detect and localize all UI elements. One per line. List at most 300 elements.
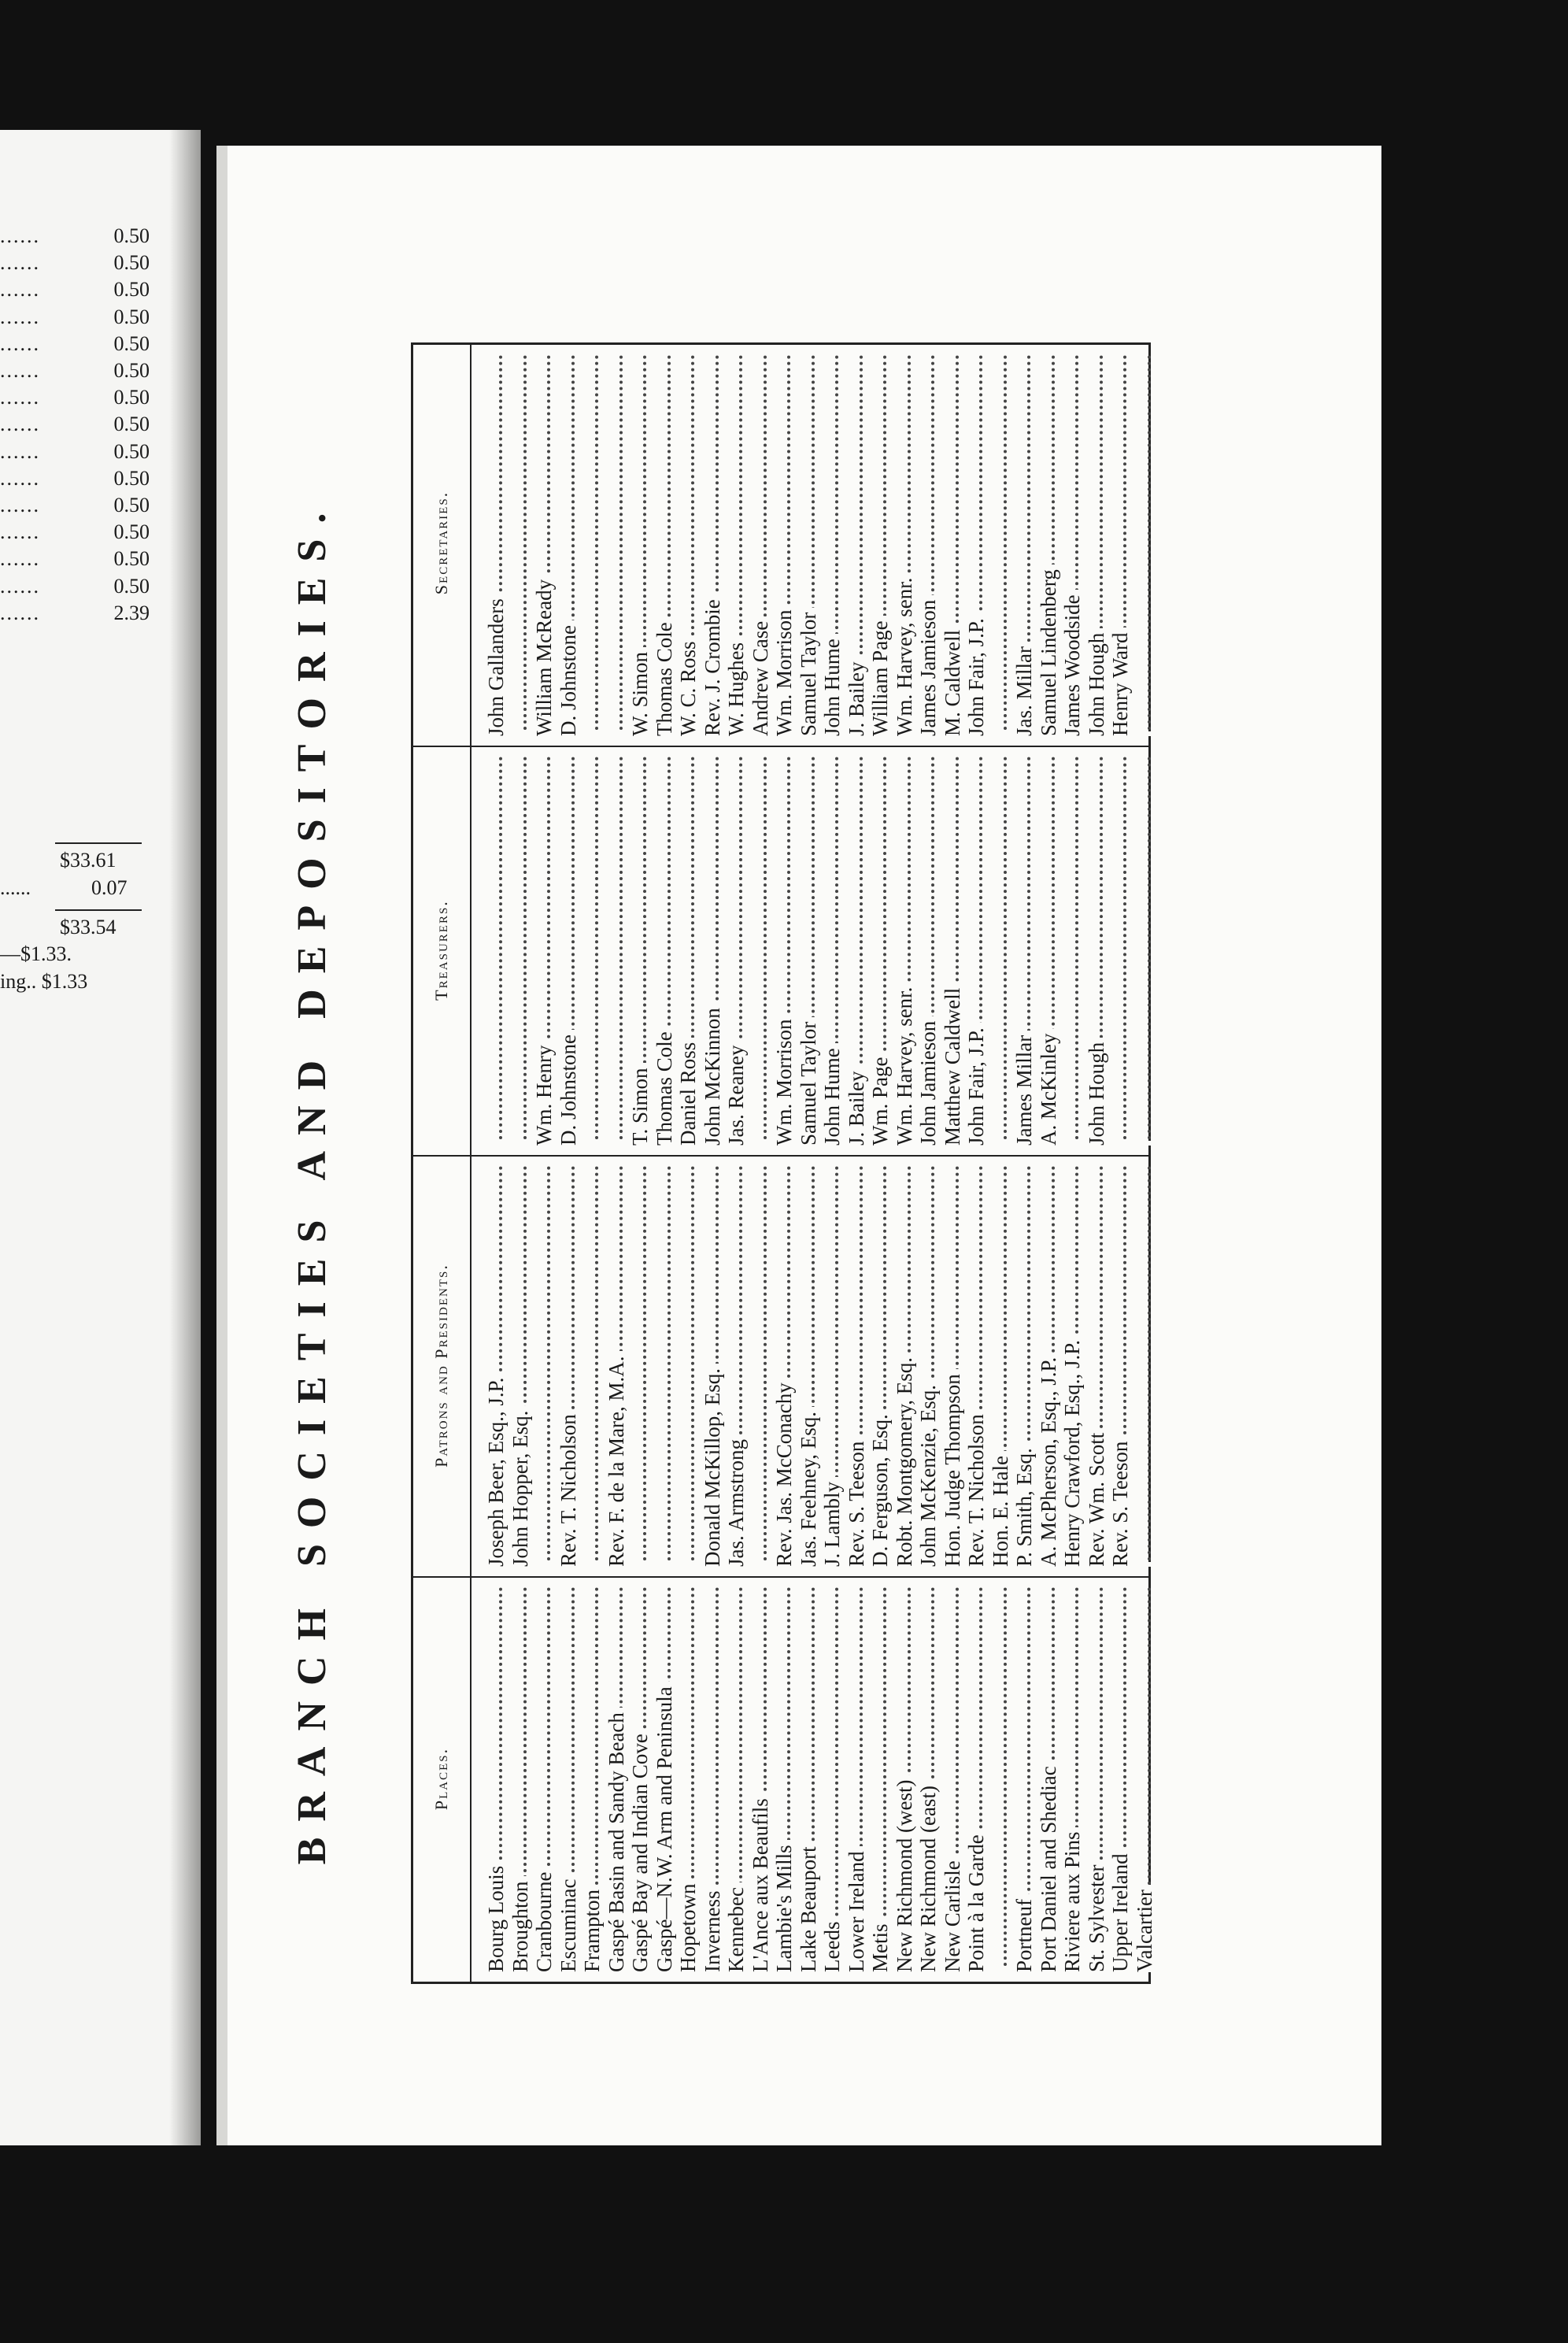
- secretary-cell-text: Andrew Case: [749, 616, 772, 736]
- secretary-cell: [795, 350, 822, 736]
- secretary-cell: [867, 350, 893, 736]
- treasurer-cell: [939, 752, 966, 1146]
- treasurer-cell: [843, 752, 870, 1146]
- treasurer-cell: [555, 752, 582, 1146]
- amount-value: 0.50: [113, 413, 150, 436]
- place-cell-text: Port Daniel and Shediac: [1037, 1761, 1060, 1972]
- leader-dots: ......: [0, 547, 40, 571]
- table-row: [867, 345, 893, 1982]
- place-cell: [603, 1582, 630, 1972]
- secretary-cell-text: Henry Ward: [1108, 627, 1132, 736]
- patron-cell-text: [580, 1562, 604, 1567]
- patron-cell-text: Rev. T. Nicholson: [557, 1409, 580, 1567]
- leader-dots: ......: [0, 359, 40, 382]
- amount-value: 0.50: [113, 466, 150, 490]
- secretary-cell: [1107, 350, 1133, 736]
- patron-cell: [1107, 1161, 1133, 1567]
- amount-row: [0, 520, 150, 547]
- treasurer-cell-text: Daniel Ross: [676, 1038, 700, 1146]
- treasurer-cell: [483, 752, 509, 1146]
- leader-dots: ......: [0, 278, 40, 302]
- place-cell-text: Gaspé—N.W. Arm and Peninsula: [653, 1682, 676, 1972]
- deduction-dots: ......: [0, 876, 31, 899]
- place-cell-text: Leeds: [820, 1917, 844, 1972]
- table-row: [819, 345, 845, 1982]
- patron-cell-text: J. Lambly: [820, 1477, 844, 1567]
- table-row: [603, 345, 630, 1982]
- place-cell: [579, 1582, 605, 1972]
- place-cell: [747, 1582, 774, 1972]
- amount-row: [0, 224, 150, 251]
- place-cell-text: Gaspé Basin and Sandy Beach: [605, 1708, 628, 1972]
- secretary-cell: [603, 350, 630, 736]
- place-cell: [1083, 1582, 1110, 1972]
- place-cell: [1011, 1582, 1037, 1972]
- treasurer-cell-text: [605, 1141, 628, 1146]
- treasurer-cell: [891, 752, 918, 1146]
- place-cell: [651, 1582, 678, 1972]
- treasurer-cell-text: [1108, 1141, 1132, 1146]
- table-row: [627, 345, 653, 1982]
- secretary-cell: [699, 350, 726, 736]
- place-cell: [1107, 1582, 1133, 1972]
- secretary-cell-text: W. C. Ross: [676, 636, 700, 736]
- table-row: [1131, 345, 1158, 1982]
- place-cell-text: Lower Ireland: [845, 1846, 868, 1972]
- treasurer-cell: [507, 752, 534, 1146]
- place-cell: [915, 1582, 941, 1972]
- patron-cell-text: [749, 1562, 772, 1567]
- place-cell-text: New Richmond (east): [916, 1781, 940, 1972]
- place-cell-text: Upper Ireland: [1108, 1849, 1132, 1972]
- treasurer-cell: [531, 752, 557, 1146]
- patron-cell: [795, 1161, 822, 1567]
- treasurer-cell-text: Jas. Reaney: [724, 1041, 748, 1146]
- treasurer-cell-text: John Jamieson: [916, 1016, 940, 1146]
- secretary-cell: [1131, 350, 1158, 736]
- treasurer-cell: [771, 752, 797, 1146]
- table-row: [555, 345, 582, 1982]
- secretary-cell-text: John Hough: [1085, 628, 1108, 736]
- treasurer-cell-text: [749, 1141, 772, 1146]
- place-cell: [843, 1582, 870, 1972]
- table-row: [963, 345, 989, 1982]
- secretary-cell: [939, 350, 966, 736]
- column-header-treasurers: Treasurers.: [431, 900, 451, 1001]
- subtotal-rule: [55, 842, 142, 844]
- treasurer-cell-text: John McKinnon: [701, 1003, 724, 1146]
- patron-cell: [987, 1161, 1014, 1567]
- secretary-cell: [651, 350, 678, 736]
- secretary-cell: [915, 350, 941, 736]
- total-rule: [55, 909, 142, 911]
- secretary-cell-text: John Gallanders: [484, 594, 508, 736]
- treasurer-cell-text: [1133, 1141, 1156, 1146]
- patron-cell-text: Robt. Montgomery, Esq.: [893, 1353, 916, 1567]
- secretary-cell-text: W. Simon: [628, 647, 652, 736]
- amount-row: [0, 575, 150, 601]
- treasurer-cell: [579, 752, 605, 1146]
- patron-cell: [603, 1161, 630, 1567]
- secretary-cell-text: J. Bailey: [845, 657, 868, 737]
- table-row: [1059, 345, 1085, 1982]
- patron-cell: [699, 1161, 726, 1567]
- secretary-cell: [579, 350, 605, 736]
- column-header-secretaries: Secretaries.: [431, 490, 451, 595]
- depositories-table: [411, 342, 1156, 1984]
- table-row: [843, 345, 870, 1982]
- secretary-cell-text: William McReady: [532, 575, 556, 736]
- secretary-cell-text: [508, 731, 532, 736]
- table-row: [723, 345, 749, 1982]
- patron-cell-text: Jas. Feehney, Esq.: [797, 1407, 820, 1567]
- table-row: [1035, 345, 1062, 1982]
- amount-row: [0, 251, 150, 278]
- secretary-cell: [507, 350, 534, 736]
- patron-cell: [771, 1161, 797, 1567]
- leader-dots: ......: [0, 331, 40, 355]
- treasurer-cell: [1035, 752, 1062, 1146]
- place-cell-text: [989, 1967, 1012, 1972]
- amount-value: 0.50: [113, 386, 150, 409]
- leader-dots: ......: [0, 520, 40, 544]
- patron-cell: [507, 1161, 534, 1567]
- amount-value: 0.50: [113, 278, 150, 302]
- treasurer-cell-text: Matthew Caldwell: [941, 983, 964, 1146]
- treasurer-cell: [699, 752, 726, 1146]
- patron-cell-text: Rev. T. Nicholson: [964, 1409, 988, 1567]
- leader-dots: ......: [0, 386, 40, 409]
- secretary-cell-text: James Woodside: [1060, 590, 1084, 736]
- patron-cell-text: Rev. S. Teeson: [845, 1437, 868, 1567]
- secretary-cell-text: Thomas Cole: [653, 617, 676, 736]
- patron-cell-text: Hon. Judge Thompson: [941, 1369, 964, 1567]
- amount-value: 0.50: [113, 331, 150, 355]
- treasurer-cell-text: Wm. Morrison: [772, 1015, 796, 1146]
- secretary-cell: [483, 350, 509, 736]
- patron-cell-text: John McKenzie, Esq.: [916, 1380, 940, 1567]
- treasurer-cell: [915, 752, 941, 1146]
- secretary-cell-text: Wm. Harvey, senr.: [893, 573, 916, 736]
- patron-cell-text: D. Ferguson, Esq.: [868, 1409, 892, 1567]
- leader-dots: ......: [0, 224, 40, 247]
- treasurer-cell-text: Wm. Harvey, senr.: [893, 983, 916, 1146]
- table-row: [891, 345, 918, 1982]
- amount-row: [0, 547, 150, 574]
- patron-cell: [963, 1161, 989, 1567]
- place-cell-text: Metis: [868, 1919, 892, 1972]
- patron-cell: [483, 1161, 509, 1567]
- leader-dots: ......: [0, 466, 40, 490]
- treasurer-cell: [819, 752, 845, 1146]
- place-cell: [627, 1582, 653, 1972]
- patron-cell-text: Rev. S. Teeson: [1108, 1437, 1132, 1567]
- secretary-cell-text: [605, 731, 628, 736]
- place-cell: [771, 1582, 797, 1972]
- secretary-cell: [987, 350, 1014, 736]
- table-row: [939, 345, 966, 1982]
- tail-line-1: —$1.33.: [0, 942, 72, 965]
- secretary-cell-text: John Hume: [820, 634, 844, 736]
- previous-page-fragment: [0, 130, 201, 2145]
- treasurer-cell: [795, 752, 822, 1146]
- header-rule: [470, 345, 472, 1982]
- amount-value: 2.39: [113, 601, 150, 624]
- treasurer-cell-text: [989, 1141, 1012, 1146]
- treasurer-cell-text: A. McKinley: [1037, 1029, 1060, 1146]
- treasurer-cell-text: Samuel Taylor: [797, 1017, 820, 1146]
- secretary-cell: [723, 350, 749, 736]
- patron-cell-text: Rev. Wm. Scott: [1085, 1428, 1108, 1567]
- place-cell-text: New Carlisle: [941, 1856, 964, 1972]
- place-cell: [531, 1582, 557, 1972]
- place-cell-text: Hopetown: [676, 1879, 700, 1972]
- treasurer-cell: [867, 752, 893, 1146]
- secretary-cell-text: [989, 731, 1012, 736]
- place-cell-text: Broughton: [508, 1876, 532, 1972]
- patron-cell-text: [628, 1562, 652, 1567]
- amount-row: [0, 413, 150, 439]
- place-cell-text: St. Sylvester: [1085, 1860, 1108, 1972]
- page-gutter-shadow: [169, 130, 201, 2145]
- amount-value: 0.50: [113, 359, 150, 382]
- amount-row: [0, 467, 150, 494]
- table-row: [675, 345, 701, 1982]
- place-cell-text: Lambie's Mills: [772, 1840, 796, 1972]
- secretary-cell-text: Samuel Lindenberg: [1037, 564, 1060, 736]
- treasurer-cell-text: Wm. Henry: [532, 1041, 556, 1146]
- patron-cell: [915, 1161, 941, 1567]
- treasurer-cell: [963, 752, 989, 1146]
- place-cell: [939, 1582, 966, 1972]
- amount-value: 0.50: [113, 251, 150, 275]
- table-row: [915, 345, 941, 1982]
- rotated-depositories-table: [253, 346, 1167, 2015]
- treasurer-cell-text: [508, 1141, 532, 1146]
- treasurer-cell-text: James Millar: [1012, 1031, 1036, 1146]
- secretary-cell-text: [580, 731, 604, 736]
- left-dots-deduction: [0, 876, 31, 900]
- treasurer-cell-text: John Hough: [1085, 1038, 1108, 1146]
- place-cell: [1035, 1582, 1062, 1972]
- leader-dots: ......: [0, 305, 40, 328]
- patron-cell: [939, 1161, 966, 1567]
- patron-cell: [843, 1161, 870, 1567]
- amount-row: [0, 494, 150, 520]
- place-cell-text: Inverness: [701, 1886, 724, 1972]
- treasurer-cell-text: Wm. Page: [868, 1053, 892, 1146]
- secretary-cell-text: Jas. Millar: [1012, 642, 1036, 736]
- secretary-cell: [963, 350, 989, 736]
- treasurer-cell: [747, 752, 774, 1146]
- patron-cell: [819, 1161, 845, 1567]
- secretary-cell-text: Samuel Taylor: [797, 608, 820, 736]
- place-cell: [483, 1582, 509, 1972]
- place-cell-text: Frampton: [580, 1885, 604, 1972]
- secretary-cell: [531, 350, 557, 736]
- patron-cell-text: [1133, 1562, 1156, 1567]
- patron-cell-text: [676, 1562, 700, 1567]
- amount-value: 0.50: [113, 305, 150, 328]
- place-cell-text: Cranbourne: [532, 1867, 556, 1972]
- treasurer-cell: [1083, 752, 1110, 1146]
- table-row: [531, 345, 557, 1982]
- patron-cell-text: Hon. E. Hale: [989, 1451, 1012, 1567]
- patron-cell-text: P. Smith, Esq.: [1012, 1443, 1036, 1567]
- treasurer-cell: [987, 752, 1014, 1146]
- patron-cell: [1035, 1161, 1062, 1567]
- treasurer-cell: [627, 752, 653, 1146]
- table-row: [483, 345, 509, 1982]
- patron-cell-text: Donald McKillop, Esq.: [701, 1364, 724, 1567]
- patron-cell: [1083, 1161, 1110, 1567]
- table-row: [507, 345, 534, 1982]
- amount-value: 0.50: [113, 224, 150, 247]
- treasurer-cell-text: Thomas Cole: [653, 1027, 676, 1146]
- place-cell: [723, 1582, 749, 1972]
- place-cell-text: Riviere aux Pins: [1060, 1827, 1084, 1972]
- secretary-cell: [627, 350, 653, 736]
- place-cell-text: Portneuf: [1012, 1894, 1036, 1972]
- treasurer-cell: [1011, 752, 1037, 1146]
- secretary-cell: [1083, 350, 1110, 736]
- amount-value: 0.50: [113, 574, 150, 598]
- place-cell: [699, 1582, 726, 1972]
- treasurer-cell: [651, 752, 678, 1146]
- place-cell-text: Kennebec: [724, 1882, 748, 1972]
- place-cell-text: Bourg Louis: [484, 1861, 508, 1972]
- secretary-cell: [1011, 350, 1037, 736]
- patron-cell-text: Rev. Jas. McConachy: [772, 1378, 796, 1567]
- treasurer-cell: [1059, 752, 1085, 1146]
- secretary-cell-text: Wm. Morrison: [772, 605, 796, 736]
- amount-row: [0, 305, 150, 332]
- secretary-cell-text: D. Johnstone: [557, 620, 580, 736]
- treasurer-cell: [723, 752, 749, 1146]
- treasurer-cell: [1131, 752, 1158, 1146]
- table-row: [795, 345, 822, 1982]
- place-cell-text: L'Ance aux Beaufils: [749, 1793, 772, 1972]
- patron-cell-text: John Hopper, Esq.: [508, 1406, 532, 1567]
- column-header-patrons: Patrons and Presidents.: [431, 1264, 451, 1468]
- place-cell-text: Lake Beauport: [797, 1841, 820, 1972]
- table-row: [1011, 345, 1037, 1982]
- place-cell-text: New Richmond (west): [893, 1775, 916, 1972]
- secretary-cell: [555, 350, 582, 736]
- leader-dots: ......: [0, 574, 40, 598]
- secretary-cell-text: M. Caldwell: [941, 625, 964, 736]
- patron-cell: [747, 1161, 774, 1567]
- amount-row: [0, 359, 150, 386]
- treasurer-cell: [1107, 752, 1133, 1146]
- secretary-cell-text: [1133, 731, 1156, 736]
- treasurer-cell: [603, 752, 630, 1146]
- leader-dots: ......: [0, 439, 40, 463]
- secretary-cell-text: W. Hughes: [724, 638, 748, 736]
- leader-dots: ......: [0, 494, 40, 516]
- table-row: [699, 345, 726, 1982]
- table-row: [1107, 345, 1133, 1982]
- patron-cell: [891, 1161, 918, 1567]
- place-cell-text: Gaspé Bay and Indian Cove: [628, 1729, 652, 1972]
- amount-value: 0.50: [113, 547, 150, 571]
- patron-cell: [867, 1161, 893, 1567]
- place-cell-text: Escuminac: [557, 1875, 580, 1972]
- patron-cell-text: [532, 1562, 556, 1567]
- treasurer-cell-text: [484, 1141, 508, 1146]
- amount-row: [0, 601, 150, 628]
- place-cell: [867, 1582, 893, 1972]
- treasurer-cell-text: D. Johnstone: [557, 1030, 580, 1146]
- place-cell: [555, 1582, 582, 1972]
- treasurer-cell-text: T. Simon: [628, 1063, 652, 1146]
- treasurer-cell-text: John Hume: [820, 1043, 844, 1146]
- table-row: [747, 345, 774, 1982]
- patron-cell: [1131, 1161, 1158, 1567]
- place-cell-text: Point à la Garde: [964, 1830, 988, 1972]
- patron-cell: [555, 1161, 582, 1567]
- secretary-cell: [747, 350, 774, 736]
- patron-cell-text: Henry Crawford, Esq., J.P.: [1060, 1335, 1084, 1567]
- place-cell: [795, 1582, 822, 1972]
- patron-cell: [579, 1161, 605, 1567]
- treasurer-cell-text: John Fair, J.P.: [964, 1023, 988, 1146]
- table-row: [651, 345, 678, 1982]
- place-cell-text: Valcartier: [1133, 1885, 1156, 1972]
- secretary-cell: [1059, 350, 1085, 736]
- secretary-cell-text: James Jamieson: [916, 595, 940, 736]
- patron-cell: [531, 1161, 557, 1567]
- leader-dots: ......: [0, 601, 40, 624]
- amount-value: 0.50: [113, 520, 150, 544]
- secretary-cell-text: John Fair, J.P.: [964, 613, 988, 736]
- secretary-cell-text: William Page: [868, 616, 892, 736]
- patron-cell-text: Joseph Beer, Esq., J.P.: [484, 1373, 508, 1567]
- amount-row: [0, 278, 150, 305]
- place-cell: [507, 1582, 534, 1972]
- place-cell: [819, 1582, 845, 1972]
- place-cell: [675, 1582, 701, 1972]
- patron-cell: [675, 1161, 701, 1567]
- amount-row: [0, 332, 150, 359]
- treasurer-cell-text: [1060, 1141, 1084, 1146]
- amount-row: [0, 440, 150, 467]
- secretary-cell: [675, 350, 701, 736]
- secretary-cell: [1035, 350, 1062, 736]
- tail-line-2: ing.. $1.33: [0, 970, 88, 993]
- secretary-cell-text: Rev. J. Crombie: [701, 594, 724, 736]
- patron-cell-text: Rev. F. de la Mare, M.A.: [605, 1351, 628, 1567]
- secretary-cell: [843, 350, 870, 736]
- secretary-cell: [891, 350, 918, 736]
- treasurer-cell-text: [580, 1141, 604, 1146]
- patron-cell-text: [653, 1562, 676, 1567]
- secretary-cell: [771, 350, 797, 736]
- deduction-amount: 0.07: [91, 876, 128, 899]
- leader-dots: ......: [0, 413, 40, 436]
- secretary-cell: [819, 350, 845, 736]
- place-cell: [1059, 1582, 1085, 1972]
- subtotal-amount: $33.61: [60, 849, 116, 872]
- place-cell: [963, 1582, 989, 1972]
- leader-dots: ......: [0, 251, 40, 275]
- patron-cell-text: A. McPherson, Esq., J.P.: [1037, 1353, 1060, 1567]
- total-amount: $33.54: [60, 916, 116, 938]
- table-row: [1083, 345, 1110, 1982]
- place-cell: [987, 1582, 1014, 1972]
- treasurer-cell-text: J. Bailey: [845, 1067, 868, 1146]
- page-title: BRANCH SOCIETIES AND DEPOSITORIES.: [290, 497, 335, 1865]
